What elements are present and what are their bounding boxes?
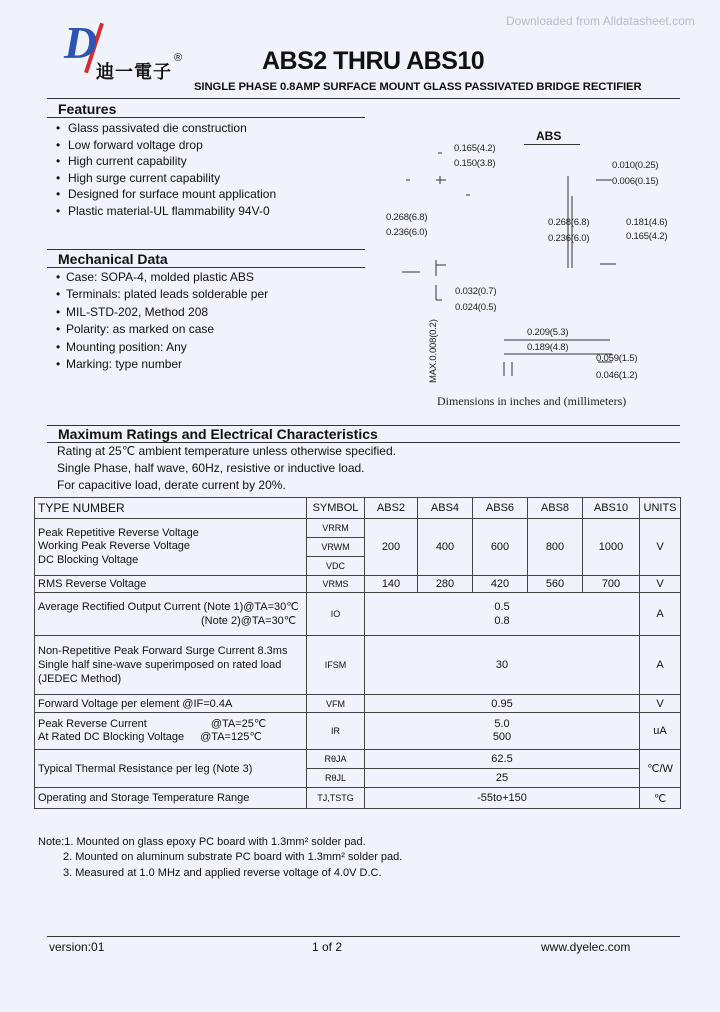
- row-label: RMS Reverse Voltage: [35, 576, 307, 593]
- list-item: • MIL-STD-202, Method 208: [52, 304, 372, 321]
- value-cell: 420: [473, 576, 528, 593]
- logo-chinese-name: 迪一電子: [96, 62, 172, 82]
- value-cell: -55to+150: [365, 788, 640, 809]
- title-divider: [47, 98, 680, 99]
- dim-label: 0.165(4.2): [454, 143, 496, 154]
- symbol-cell: IO: [307, 593, 365, 636]
- list-item: • Designed for surface mount application: [52, 186, 372, 203]
- unit-cell: ℃: [640, 788, 681, 809]
- value-line: 500: [492, 731, 512, 743]
- dim-label: 0.268(6.8): [386, 212, 428, 223]
- dim-label: 0.024(0.5): [455, 302, 497, 313]
- header-abs2: ABS2: [365, 498, 418, 519]
- footnotes: [38, 835, 402, 881]
- row-label-text: Peak Reverse Current: [38, 718, 147, 730]
- dim-label: 0.165(4.2): [626, 231, 668, 242]
- features-heading: Features: [58, 101, 117, 117]
- list-item: • Case: SOPA-4, molded plastic ABS: [52, 269, 372, 286]
- io-labels: [35, 593, 307, 636]
- footer-divider: [47, 936, 680, 937]
- row-label: Single half sine-wave superimposed on rated load: [38, 659, 282, 671]
- dim-label: 0.006(0.15): [612, 176, 659, 187]
- mechanical-top-divider: [47, 249, 365, 250]
- table-row: [35, 750, 681, 769]
- website-link[interactable]: www.dyelec.com: [541, 940, 631, 954]
- header-units: UNITS: [640, 498, 681, 519]
- table-row: [35, 695, 681, 713]
- row-label: Non-Repetitive Peak Forward Surge Current 8.3ms: [38, 645, 288, 657]
- value-cell: 700: [583, 576, 640, 593]
- footnote: 3. Measured at 1.0 MHz and applied reverse voltage of 4.0V D.C.: [63, 866, 382, 879]
- value-cell: 800: [528, 519, 583, 576]
- dim-label: 0.189(4.8): [527, 342, 569, 353]
- unit-cell: A: [640, 593, 681, 636]
- list-item: • Terminals: plated leads solderable per: [52, 286, 372, 303]
- row-label: [38, 718, 303, 731]
- header-abs6: ABS6: [473, 498, 528, 519]
- table-row: [35, 576, 681, 593]
- value-cell: 140: [365, 576, 418, 593]
- symbol-cell: VDC: [307, 557, 365, 576]
- list-item: • Mounting position: Any: [52, 339, 372, 356]
- symbol-cell: RθJA: [307, 750, 365, 769]
- header-type-number: TYPE NUMBER: [35, 498, 307, 519]
- value-cell: 25: [365, 769, 640, 788]
- row-label: Forward Voltage per element @IF=0.4A: [35, 695, 307, 713]
- row-label: Operating and Storage Temperature Range: [35, 788, 307, 809]
- list-item: • High current capability: [52, 153, 372, 170]
- symbol-cell: IFSM: [307, 636, 365, 695]
- dim-label: 0.209(5.3): [527, 327, 569, 338]
- condition-text: @TA=25℃: [210, 718, 267, 730]
- value-cell: 1000: [583, 519, 640, 576]
- list-item: • Marking: type number: [52, 356, 372, 373]
- dim-label: 0.181(4.6): [626, 217, 668, 228]
- dim-label: 0.150(3.8): [454, 158, 496, 169]
- page-title: ABS2 THRU ABS10: [262, 47, 485, 75]
- version-label: version:01: [49, 940, 105, 954]
- ratings-heading: Maximum Ratings and Electrical Characteristics: [58, 426, 378, 442]
- symbol-cell: TJ,TSTG: [307, 788, 365, 809]
- value-cell: 30: [365, 636, 640, 695]
- row-label-text: At Rated DC Blocking Voltage: [38, 731, 185, 743]
- header-abs8: ABS8: [528, 498, 583, 519]
- value-cell: 0.95: [365, 695, 640, 713]
- row-label: [38, 731, 303, 744]
- list-item: • Plastic material-UL flammability 94V-0: [52, 203, 372, 220]
- rating-note: Rating at 25℃ ambient temperature unless otherwise specified.: [57, 444, 396, 458]
- row-label: (Note 2)@TA=30℃: [201, 615, 297, 627]
- list-item: • Polarity: as marked on case: [52, 321, 372, 338]
- symbol-cell: VRWM: [307, 538, 365, 557]
- unit-cell: ℃/W: [640, 750, 681, 788]
- unit-cell: V: [640, 519, 681, 576]
- value-cell: 400: [418, 519, 473, 576]
- table-row: [35, 636, 681, 695]
- unit-cell: uA: [640, 713, 681, 750]
- ifsm-labels: [35, 636, 307, 695]
- list-item: • High surge current capability: [52, 170, 372, 187]
- header-abs4: ABS4: [418, 498, 473, 519]
- registered-mark: ®: [174, 52, 183, 64]
- header-abs10: ABS10: [583, 498, 640, 519]
- watermark: Downloaded from Alldatasheet.com: [506, 14, 695, 28]
- list-item: • Low forward voltage drop: [52, 137, 372, 154]
- dim-label: 0.236(6.0): [548, 233, 590, 244]
- value-cell: 600: [473, 519, 528, 576]
- rating-note: Single Phase, half wave, 60Hz, resistive or inductive load.: [57, 461, 365, 475]
- page-number: 1 of 2: [312, 940, 343, 954]
- table-row: [35, 713, 681, 750]
- value-cell: 62.5: [365, 750, 640, 769]
- unit-cell: V: [640, 576, 681, 593]
- condition-text: @TA=125℃: [200, 731, 262, 743]
- dim-label: MAX.0.008(0.2): [428, 319, 439, 383]
- value-cell: 280: [418, 576, 473, 593]
- dim-label: 0.010(0.25): [612, 160, 659, 171]
- value-cell: [365, 593, 640, 636]
- package-name: ABS: [536, 129, 562, 143]
- footnote: Note:1. Mounted on glass epoxy PC board with 1.3mm² solder pad.: [38, 836, 366, 848]
- dim-label: 0.268(6.8): [548, 217, 590, 228]
- row-label: Working Peak Reverse Voltage: [38, 540, 191, 553]
- symbol-cell: VFM: [307, 695, 365, 713]
- table-row: [35, 788, 681, 809]
- dim-label: 0.046(1.2): [596, 370, 638, 381]
- row-label: Average Rectified Output Current (Note 1)@TA=30℃: [38, 601, 299, 613]
- value-line: 0.8: [494, 615, 510, 627]
- page-subtitle: SINGLE PHASE 0.8AMP SURFACE MOUNT GLASS PASSIVATED BRIDGE RECTIFIER: [194, 81, 642, 93]
- row-label: Peak Repetitive Reverse Voltage: [38, 526, 199, 539]
- features-list: [52, 120, 372, 220]
- dim-label: 0.236(6.0): [386, 227, 428, 238]
- header-symbol: SYMBOL: [307, 498, 365, 519]
- list-item: • Glass passivated die construction: [52, 120, 372, 137]
- row-label: DC Blocking Voltage: [38, 553, 139, 566]
- features-divider: [47, 117, 365, 118]
- symbol-cell: IR: [307, 713, 365, 750]
- value-cell: 200: [365, 519, 418, 576]
- table-header-row: [35, 498, 681, 519]
- table-row: [35, 593, 681, 636]
- dim-label: 0.032(0.7): [455, 286, 497, 297]
- symbol-cell: VRMS: [307, 576, 365, 593]
- ratings-table: [34, 497, 681, 809]
- footnote: 2. Mounted on aluminum substrate PC board with 1.3mm² solder pad.: [63, 851, 403, 864]
- value-line: 5.0: [494, 718, 510, 730]
- symbol-cell: RθJL: [307, 769, 365, 788]
- mechanical-divider: [47, 267, 365, 268]
- logo-mark: D: [64, 17, 98, 68]
- symbol-cell: VRRM: [307, 519, 365, 538]
- table-row: [35, 519, 681, 538]
- rating-note: For capacitive load, derate current by 20%.: [57, 478, 286, 492]
- dim-label: 0.059(1.5): [596, 353, 638, 364]
- ir-labels: [35, 713, 307, 750]
- unit-cell: A: [640, 636, 681, 695]
- vrrm-labels: [35, 519, 307, 576]
- mechanical-heading: Mechanical Data: [58, 251, 168, 267]
- value-cell: [365, 713, 640, 750]
- dimensions-caption: Dimensions in inches and (millimeters): [437, 394, 627, 408]
- value-cell: 560: [528, 576, 583, 593]
- row-label: Typical Thermal Resistance per leg (Note 3): [35, 750, 307, 788]
- unit-cell: V: [640, 695, 681, 713]
- row-label: (JEDEC Method): [38, 673, 122, 685]
- value-line: 0.5: [494, 601, 510, 613]
- mechanical-list: [52, 269, 372, 373]
